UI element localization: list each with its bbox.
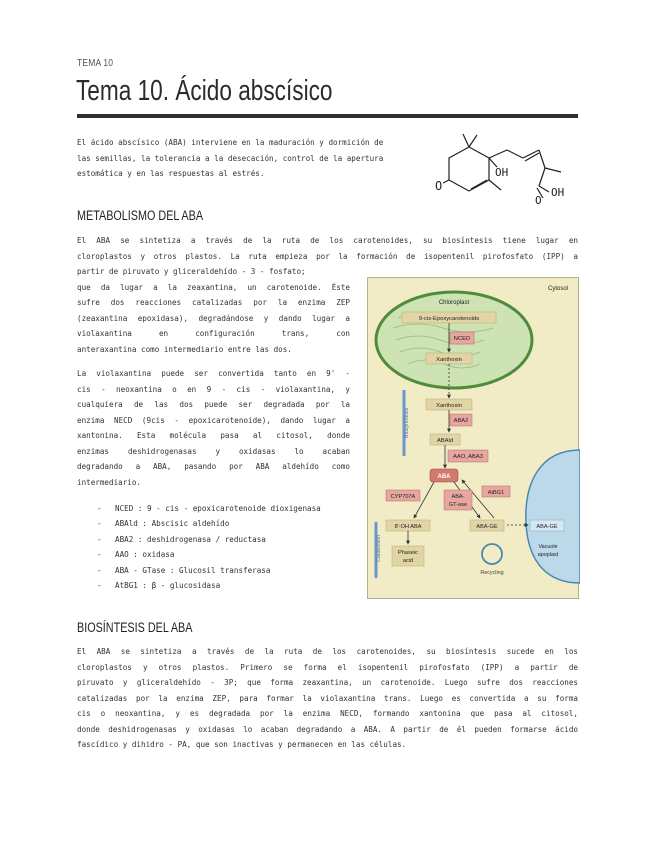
8oh-aba-label: 8'-OH ABA xyxy=(394,524,422,530)
text-line: cis o neoxantina, y es degradada por la enzima NECD, formando xantonina que pasa al citosol, xyxy=(77,709,578,718)
text-line: La violaxantina puede ser convertida tanto en 9' - xyxy=(77,369,350,378)
violaxantina-paragraph xyxy=(77,366,350,490)
intro-paragraph xyxy=(77,135,429,182)
cyp707a-enzyme-label: CYP707A xyxy=(390,494,416,500)
text-line: partir de piruvato y gliceraldehído - 3 - fosfato; xyxy=(77,267,306,276)
intro-line: estomática y en las respuestas al estrés. xyxy=(77,169,265,178)
text-line: violaxantina en configuración trans, con xyxy=(77,329,350,338)
list-item: - AAO : oxidasa xyxy=(97,547,362,562)
text-line: donde deshidrogenasas y oxidasas lo acaban degradando a ABA. A partir de él pueden formarse ácido xyxy=(77,724,578,734)
xanthoxin-cytosol-label: Xanthoxin xyxy=(436,403,462,409)
biosintesis-paragraph xyxy=(77,644,578,753)
list-item: - ABA - GTase : Glucosil transferasa xyxy=(97,563,362,578)
text-line: piruvato y gliceraldehído - 3P; que forma zeaxantina, un carotenoide. Luego sufre dos reacciones xyxy=(77,678,578,687)
list-item: - NCED : 9 - cis - epoxicarotenoide dioxigenasa xyxy=(97,501,362,516)
abbreviation-list xyxy=(97,501,362,593)
section-heading-metabolismo: METABOLISMO DEL ABA xyxy=(77,208,204,223)
vacuole-shape xyxy=(526,450,580,583)
recycling-label: Recycling xyxy=(480,570,504,576)
atbg1-enzyme-label: AtBG1 xyxy=(487,490,505,496)
text-line: anteraxantina como intermediario entre las dos. xyxy=(77,344,292,354)
metabolismo-paragraph-full xyxy=(77,233,578,264)
text-line: intermediario. xyxy=(77,477,142,487)
aba2-enzyme-label: ABA2 xyxy=(453,418,469,424)
list-item: - ABA2 : deshidrogenasa / reductasa xyxy=(97,532,362,547)
text-line: sufre dos reacciones catalizadas por la enzima ZEP xyxy=(77,298,350,307)
text-line: que da lugar a la zeaxantina, un carotenoide. Éste xyxy=(77,282,350,292)
page-title: Tema 10. Ácido abscísico xyxy=(76,75,333,107)
aba-gtase-label-2: GT-ase xyxy=(448,502,468,508)
text-line: enzima NECD (9cis - epoxicarotenoide), dando lugar a xyxy=(77,415,350,425)
text-line: xantonina. Esta molécula pasa al citosol, donde xyxy=(77,431,350,440)
aba-ge-vacuole-label: ABA-GE xyxy=(536,524,558,530)
text-line: cloroplastos y otros plastos. Primero se forma el isopentenil pirofosfato (IPP) a partir de xyxy=(77,662,578,672)
molecule-acid-oh-label: OH xyxy=(551,186,565,199)
metabolismo-paragraph-narrow xyxy=(77,264,350,357)
xanthoxin-label: Xanthoxin xyxy=(436,357,462,363)
list-item: - ABAld : Abscisic aldehído xyxy=(97,516,362,531)
phaseic-acid-label-2: acid xyxy=(402,558,414,564)
list-item: - AtBG1 : β - glucosidasa xyxy=(97,578,362,593)
aba-gtase-label-1: ABA- xyxy=(451,494,465,500)
text-line: enzimas deshidrogenasas y oxidasas lo acaban xyxy=(77,446,350,456)
epoxycarotenoids-label: 9-cis-Epoxycarotenoids xyxy=(418,316,480,322)
phaseic-acid-label-1: Phaseic xyxy=(398,550,418,556)
biosynthesis-label: Biosynthesis xyxy=(404,407,410,438)
intro-line: las semillas, la tolerancia a la desecación, control de la apertura xyxy=(77,153,384,163)
text-line: cloroplastos y otros plastos. La ruta empieza por la formación de isopentenil pirofosfato (IPP) a xyxy=(77,251,578,261)
intro-line: El ácido abscísico (ABA) interviene en la maduración y dormición de xyxy=(77,138,384,147)
recycling-icon xyxy=(482,544,502,564)
chloroplast-label: Chloroplast xyxy=(438,300,470,306)
aba-node-label: ABA xyxy=(437,474,451,480)
aba-pathway-figure xyxy=(367,277,579,599)
text-line: El ABA se sintetiza a través de la ruta de los carotenoides, su biosíntesis tiene lugar en xyxy=(77,236,578,245)
molecule-oh-label: OH xyxy=(495,166,509,179)
text-line: cualquiera de las dos puede ser degradada por la xyxy=(77,400,350,409)
text-line: catalizadas por la enzima ZEP, para formar la violaxantina trans. Luego es convertida a su forma xyxy=(77,693,578,703)
molecule-o-label: O xyxy=(435,179,443,193)
text-line: (zeaxantina epoxidasa), degradándose y dando lugar a xyxy=(77,313,350,323)
aao-aba3-enzyme-label: AAO, ABA3 xyxy=(453,454,483,460)
abald-label: ABAld xyxy=(436,438,454,444)
text-line: degradando a ABA, pasando por ABA aldehído como xyxy=(77,462,350,471)
text-line: cis - neoxantina o en 9 - cis - violaxantina, y xyxy=(77,384,350,394)
nced-enzyme-label: NCED xyxy=(453,336,471,342)
title-rule xyxy=(77,114,578,118)
vacuole-label-2: apoplast xyxy=(537,552,559,558)
aba-molecule-structure xyxy=(435,128,580,206)
catabolism-label: Catabolism xyxy=(376,535,382,562)
text-line: El ABA se sintetiza a través de la ruta de los carotenoides, su biosíntesis sucede en los xyxy=(77,647,578,656)
aba-ge-label: ABA-GE xyxy=(476,524,498,530)
vacuole-label-1: Vacuole xyxy=(538,544,558,550)
cytosol-label: Cytosol xyxy=(547,286,568,292)
section-label: TEMA 10 xyxy=(77,58,114,69)
molecule-o2-label: O xyxy=(535,194,542,206)
text-line: fascídico y dihidro - PA, que son inactivas y permanecen en las células. xyxy=(77,740,407,749)
section-heading-biosintesis: BIOSÍNTESIS DEL ABA xyxy=(77,620,193,635)
